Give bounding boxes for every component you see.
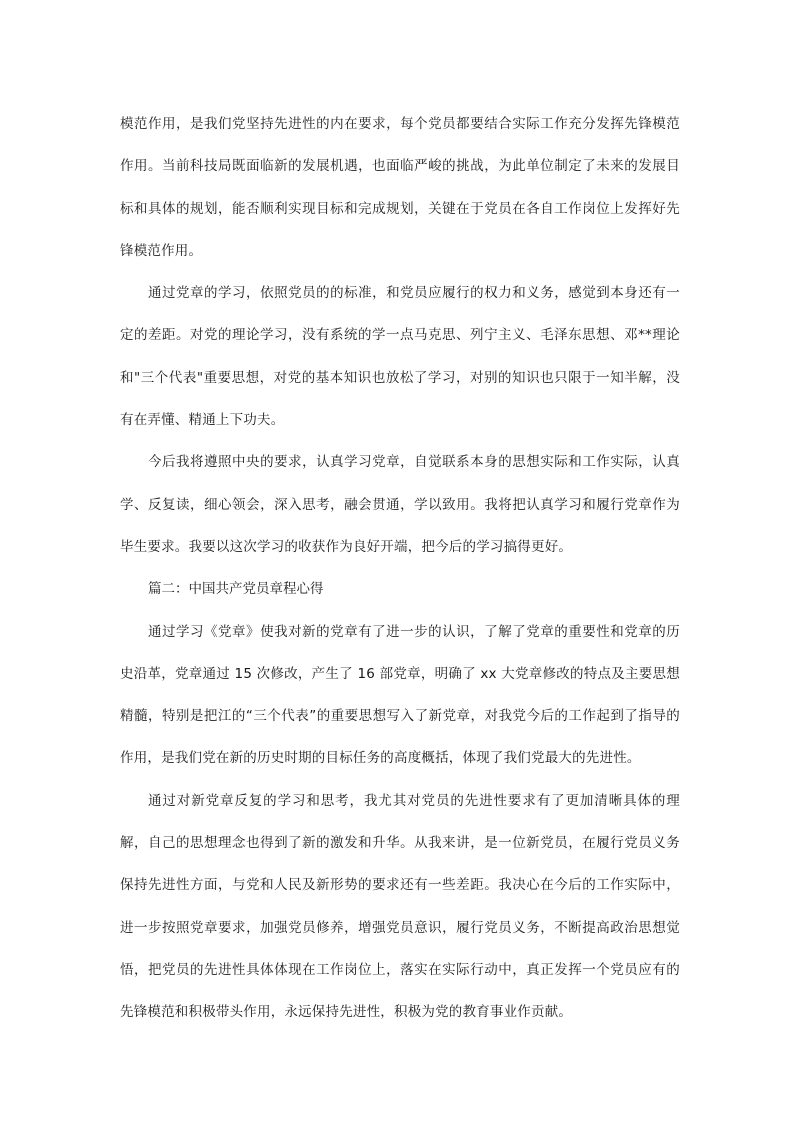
paragraph-party-constitution-study: 通过学习《党章》使我对新的党章有了进一步的认识，了解了党章的重要性和党章的历史沿革，党章通过 15 次修改，产生了 16 部党章，明确了 xx 大党章修改的特点及主要思想精髓，特别是把江的“三个代表”的重要思想写入了新党章，对我党今后的工作起到了指导的作用，是我们党在新的历史时期的目标任务的高度概括，体现了我们党最大的先进性。 (120, 623, 680, 767)
paragraph-reflection: 通过对新党章反复的学习和思考，我尤其对党员的先进性要求有了更加清晰具体的理解，自己的思想理念也得到了新的激发和升华。从我来讲，是一位新党员，在履行党员义务保持先进性方面，与党和人民及新形势的要求还有一些差距。我决心在今后的工作实际中，进一步按照党章要求，加强党员修养，增强党员意识，履行党员义务，不断提高政治思想觉悟，把党员的先进性具体体现在工作岗位上，落实在实际行动中，真正发挥一个党员应有的先锋模范和积极带头作用，永远保持先进性，积极为党的教育事业作贡献。 (120, 792, 680, 1021)
paragraph-future-plan: 今后我将遵照中央的要求，认真学习党章，自觉联系本身的思想实际和工作实际，认真学、反复读，细心领会，深入思考，融会贯通，学以致用。我将把认真学习和履行党章作为毕生要求。我要以这次学习的收获作为良好开端，把今后的学习搞得更好。 (120, 454, 680, 555)
section-heading: 篇二：中国共产党员章程心得 (148, 581, 324, 598)
paragraph-continuation: 模范作用，是我们党坚持先进性的内在要求，每个党员都要结合实际工作充分发挥先锋模范作用。当前科技局既面临新的发展机遇，也面临严峻的挑战，为此单位制定了未来的发展目标和具体的规划，能否顺利实现目标和完成规划，关键在于党员在各自工作岗位上发挥好先锋模范作用。 (120, 116, 680, 259)
document-body (120, 103, 680, 1034)
paragraph-self-assessment: 通过党章的学习，依照党员的的标准，和党员应履行的权力和义务，感觉到本身还有一定的差距。对党的理论学习，没有系统的学一点马克思、列宁主义、毛泽东思想、邓**理论和"三个代表"重要思想，对党的基本知识也放松了学习，对别的知识也只限于一知半解，没有在弄懂、精通上下功夫。 (120, 285, 680, 429)
